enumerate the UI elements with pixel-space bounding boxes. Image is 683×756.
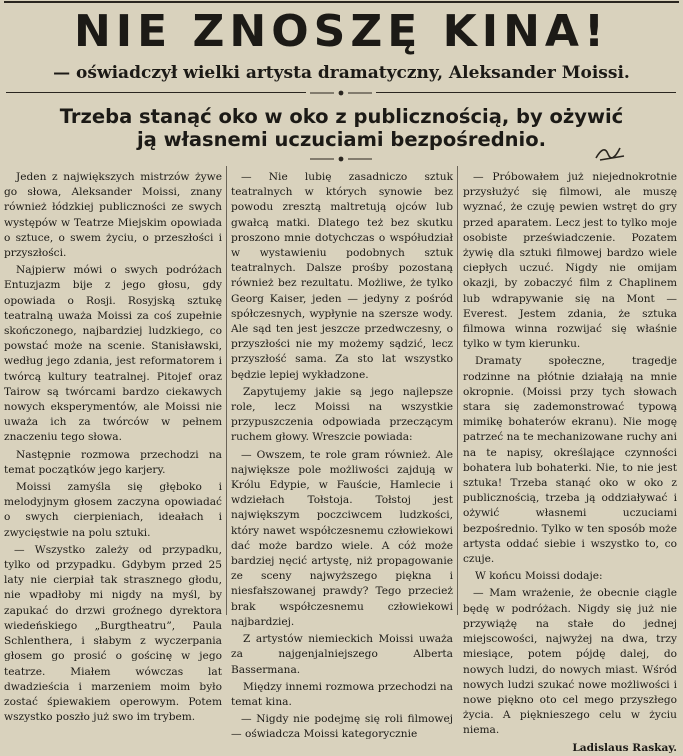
paragraph: Jeden z największych mistrzów żywe go słowa, Aleksander Moissi, znany również łódzkiej publiczności ze swych występów w Teatrze Miejskim opowiada o sztuce, o swem życiu, o przeszłości i przyszłości.: [4, 171, 222, 260]
column-rule: [226, 166, 227, 615]
divider-left: [6, 92, 306, 93]
paragraph: Z artystów niemieckich Moissi uważa za najgenjalniejszego Alberta Bassermana.: [231, 633, 453, 676]
paragraph: Moissi zamyśla się głęboko i melodyjnym głosem zaczyna opowiadać o swych cierpieniach, ideałach i zwycięstwie na polu sztuki.: [4, 481, 222, 539]
column-3: [463, 170, 677, 754]
paragraph: Następnie rozmowa przechodzi na temat początków jego karjery.: [4, 448, 222, 476]
ornament-divider: [310, 90, 372, 96]
column-rule: [457, 166, 458, 615]
paragraph: Najpierw mówi o swych podróżach Entuzjazm bije z jego głosu, gdy opowiada o Rosji. Rosyjską sztukę teatralną uważa Moissi za coś zupełnie skończonego, najbardziej ludzkiego, co powstać może na scenie. Stanisławski, według jego zdania, jest reformatorem i twórcą kultury teatralnej. Pitojef oraz Tairow są twórcami bardzo ciekawych nowych eksperymentów, ale Moissi nie uważa ich za twórców w pełnem znaczeniu tego słowa.: [4, 264, 222, 444]
paragraph: Dramaty społeczne, tragedje rodzinne na płótnie działają na mnie okropnie. (Moissi przy tych słowach stara się zademonstrować typową mimikę bohaterów ekranu). Nie mogę patrzeć na te mechanizowane ruchy ani na te napisy, określające czynności bohatera lub bohaterki. Nie, to nie jest sztuka! Trzeba stanąć oko w oko z publicznością, trzeba ją oddziaływać i ożywić własnemi uczuciami bezpośrednio. Tylko w ten sposób może artysta oddać siebie i wszystko to, co czuje.: [463, 355, 677, 566]
paragraph: Zapytujemy jakie są jego najlepsze role, lecz Moissi na wszystkie przypuszczenia odpowiada przeczącym ruchem głowy. Wreszcie powiada:: [231, 385, 453, 444]
paragraph: — Nigdy nie podejmę się roli filmowej — oświadcza Moissi kategorycznie: [231, 713, 453, 741]
column-1: [4, 170, 222, 724]
paragraph: — Próbowałem już niejednokrotnie przysłużyć się filmowi, ale muszę wyznać, że czuję pewien wstręt do gry przed aparatem. Lecz jest to tylko moje osobiste przeświadczenie. Pozatem żywię dla sztuki filmowej bardzo wiele ciepłych uczuć. Nigdy nie omijam okazji, by zobaczyć film z Chaplinem lub wdrapywanie się na Mont — Everest. Jestem zdania, że sztuka filmowa winna rozwijać się właśnie tylko w tym kierunku.: [463, 171, 677, 351]
deck: [0, 105, 683, 151]
author-byline: Ladislaus Raskay.: [572, 741, 677, 754]
headline: NIE ZNOSZĘ KINA!: [73, 6, 610, 57]
ornament-divider: [310, 156, 372, 162]
paragraph: — Mam wrażenie, że obecnie ciągle będę w podróżach. Nigdy się już nie przywiążę na stałe do jednej miejscowości, najwyżej na dwa, trzy miesiące, potem pójdę dalej, do nowych ludzi, do nowych miast. Wśród nowych ludzi szukać nowe możliwości i nowe piękno oto cel mego przyszłego życia. A pięknieszego celu w życiu niema.: [463, 587, 677, 737]
paragraph: — Owszem, te role gram również. Ale największe pole możliwości zajdują w Królu Edypie, w Fauście, Hamlecie i wdziełach Tołstoja. Tołstoj jest największym poczciwcem ludzkości, który nawet współczesnemu człowiekowi dać może bardzo wiele. A cóż może bardziej nęcić artystę, niż propagowanie ze sceny najwyższego piękna i niesfałszowanej prawdy? Tego przecież brak współczesnemu człowiekowi najbardziej.: [231, 448, 453, 628]
paragraph: — Nie lubię zasadniczo sztuk teatralnych w których synowie bez powodu zresztą maltretują ojców lub gwałcą matki. Dlatego też bez skutku proszono mnie dotychczas o współudział w wystawieniu podobnych sztuk teatralnych. Dalsze prośby pozostaną również bez rezultatu. Możliwe, że tylko Georg Kaiser, jeden — jedyny z pośród spółczesnych, wypłynie na szersze wody. Ale sąd ten jest jeszcze przedwczesny, o przyszłości nie my możemy sądzić, lecz przyszłość sama. Za sto lat wszystko będzie lepiej wykładzone.: [231, 171, 453, 381]
top-rule: [4, 1, 679, 3]
paragraph: — Wszystko zależy od przypadku, tylko od przypadku. Gdybym przed 25 laty nie cierpiał tak strasznego głodu, nie wpadłoby mi nigdy na myśl, by zapukać do drzwi groźnego dyrektora wiedeńskiego „Burgtheatru”, Paula Schlenthera, i słabym z wyczerpania głosem go prosić o gościnę w jego teatrze. Miałem wówczas lat dwadzieścia i marzeniem moim było zostać śpiewakiem operowym. Potem wszystko poszło już swo im trybem.: [4, 543, 222, 724]
divider-right: [376, 92, 676, 93]
subheadline: — oświadczył wielki artysta dramatyczny, Aleksander Moissi.: [53, 63, 630, 83]
paragraph: Między innemi rozmowa przechodzi na temat kina.: [231, 680, 453, 708]
paragraph: W końcu Moissi dodaje:: [475, 570, 603, 583]
signature-mark-icon: [590, 140, 630, 164]
deck-line: Trzeba stanąć oko w oko z publicznością, by ożywić: [59, 105, 624, 128]
deck-line: ją własnemi uczuciami bezpośrednio.: [136, 128, 547, 151]
column-2: [231, 170, 453, 741]
